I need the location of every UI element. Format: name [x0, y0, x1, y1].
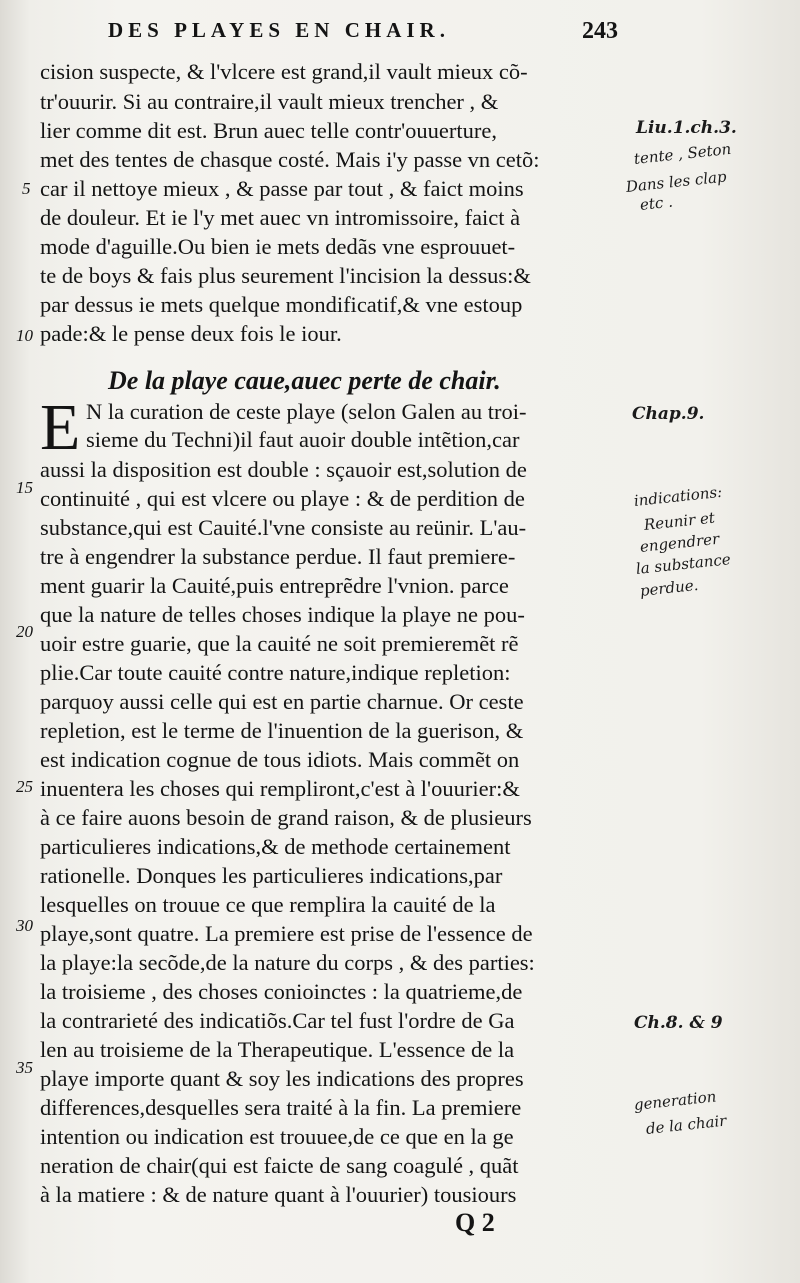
text-line: neration de chair(qui est faicte de sang coagulé , quãt [40, 1153, 519, 1178]
text-line: de douleur. Et ie l'y met auec vn intromissoire, faict à [40, 205, 521, 230]
margin-note: de la chair [645, 1111, 728, 1138]
margin-note: Ch.8. & 9 [634, 1013, 723, 1033]
margin-note: indications: [633, 482, 723, 510]
text-line: mode d'aguille.Ou bien ie mets dedãs vne esprouuet- [40, 234, 516, 259]
text-line: est indication cognue de tous idiots. Mais commẽt on [40, 747, 520, 772]
text-line: te de boys & fais plus seurement l'incision la dessus:& [40, 263, 531, 288]
text-line: lesquelles on trouue ce que remplira la cauité de la [40, 892, 496, 917]
line-number: 20 [16, 622, 33, 641]
text-line: que la nature de telles choses indique la playe ne pou- [40, 602, 525, 627]
text-line: met des tentes de chasque costé. Mais i'y passe vn cetõ: [40, 147, 540, 172]
text-line: rationelle. Donques les particulieres indications,par [40, 863, 503, 888]
text-line: N la curation de ceste playe (selon Galen au troi- [86, 399, 527, 424]
margin-note: engendrer [639, 529, 721, 556]
text-line: repletion, est le terme de l'inuention de la guerison, & [40, 718, 524, 743]
line-number: 35 [16, 1058, 33, 1077]
text-line: aussi la disposition est double : sçauoir est,solution de [40, 457, 527, 482]
margin-note: tente , Seton [633, 139, 733, 168]
margin-note: etc . [639, 192, 674, 214]
text-line: len au troisieme de la Therapeutique. L'essence de la [40, 1037, 515, 1062]
text-line: playe,sont quatre. La premiere est prise de l'essence de [40, 921, 533, 946]
text-line: par dessus ie mets quelque mondificatif,& vne estoup [40, 292, 523, 317]
margin-note: generation [633, 1087, 718, 1114]
text-line: la troisieme , des choses conioinctes : la quatrieme,de [40, 979, 523, 1004]
text-line: tre à engendrer la substance perdue. Il faut premiere- [40, 544, 516, 569]
margin-note: Liu.1.ch.3. [636, 118, 737, 138]
text-line: la contrarieté des indicatiõs.Car tel fust l'ordre de Ga [40, 1008, 515, 1033]
line-number: 10 [16, 326, 33, 345]
text-line: car il nettoye mieux , & passe par tout , & faict moins [40, 176, 524, 201]
text-line: à ce faire auons besoin de grand raison, & de plusieurs [40, 805, 532, 830]
text-line: parquoy aussi celle qui est en partie charnue. Or ceste [40, 689, 524, 714]
text-line: tr'ouurir. Si au contraire,il vault mieux trencher , & [40, 89, 499, 114]
line-number: 5 [22, 179, 31, 198]
text-line: cision suspecte, & l'vlcere est grand,il vault mieux cõ- [40, 59, 528, 84]
text-line: intention ou indication est trouuee,de ce que en la ge [40, 1124, 514, 1149]
page-number: 243 [582, 18, 618, 44]
text-line: plie.Car toute cauité contre nature,indique repletion: [40, 660, 511, 685]
text-line: inuentera les choses qui rempliront,c'est à l'ouurier:& [40, 776, 520, 801]
text-line: lier comme dit est. Brun auec telle contr'ouuerture, [40, 118, 498, 143]
text-line: la playe:la secõde,de la nature du corps , & des parties: [40, 950, 535, 975]
margin-note: Chap.9. [632, 404, 705, 424]
text-line: à la matiere : & de nature quant à l'ouurier) tousiours [40, 1182, 517, 1207]
margin-note: la substance [635, 550, 732, 578]
running-title: DES PLAYES EN CHAIR. [108, 18, 450, 42]
margin-note: perdue. [639, 575, 700, 600]
text-line: continuité , qui est vlcere ou playe : & de perdition de [40, 486, 525, 511]
signature-mark: Q 2 [455, 1208, 495, 1237]
text-line: differences,desquelles sera traité à la fin. La premiere [40, 1095, 522, 1120]
text-line: sieme du Techni)il faut auoir double intẽtion,car [86, 427, 520, 452]
line-number: 15 [16, 478, 33, 497]
margin-note: Reunir et [643, 508, 716, 534]
text-line: ment guarir la Cauité,puis entreprẽdre l'vnion. parce [40, 573, 509, 598]
margin-note: Dans les clap [625, 167, 728, 196]
text-line: uoir estre guarie, que la cauité ne soit premieremẽt rẽ [40, 631, 519, 656]
text-line: pade:& le pense deux fois le iour. [40, 321, 342, 346]
section-heading: De la playe caue,auec perte de chair. [108, 366, 501, 395]
text-line: playe importe quant & soy les indications des propres [40, 1066, 524, 1091]
text-line: substance,qui est Cauité.l'vne consiste au reünir. L'au- [40, 515, 527, 540]
drop-cap: E [40, 391, 81, 464]
line-number: 25 [16, 777, 33, 796]
line-number: 30 [16, 916, 33, 935]
text-line: particulieres indications,& de methode certainement [40, 834, 511, 859]
